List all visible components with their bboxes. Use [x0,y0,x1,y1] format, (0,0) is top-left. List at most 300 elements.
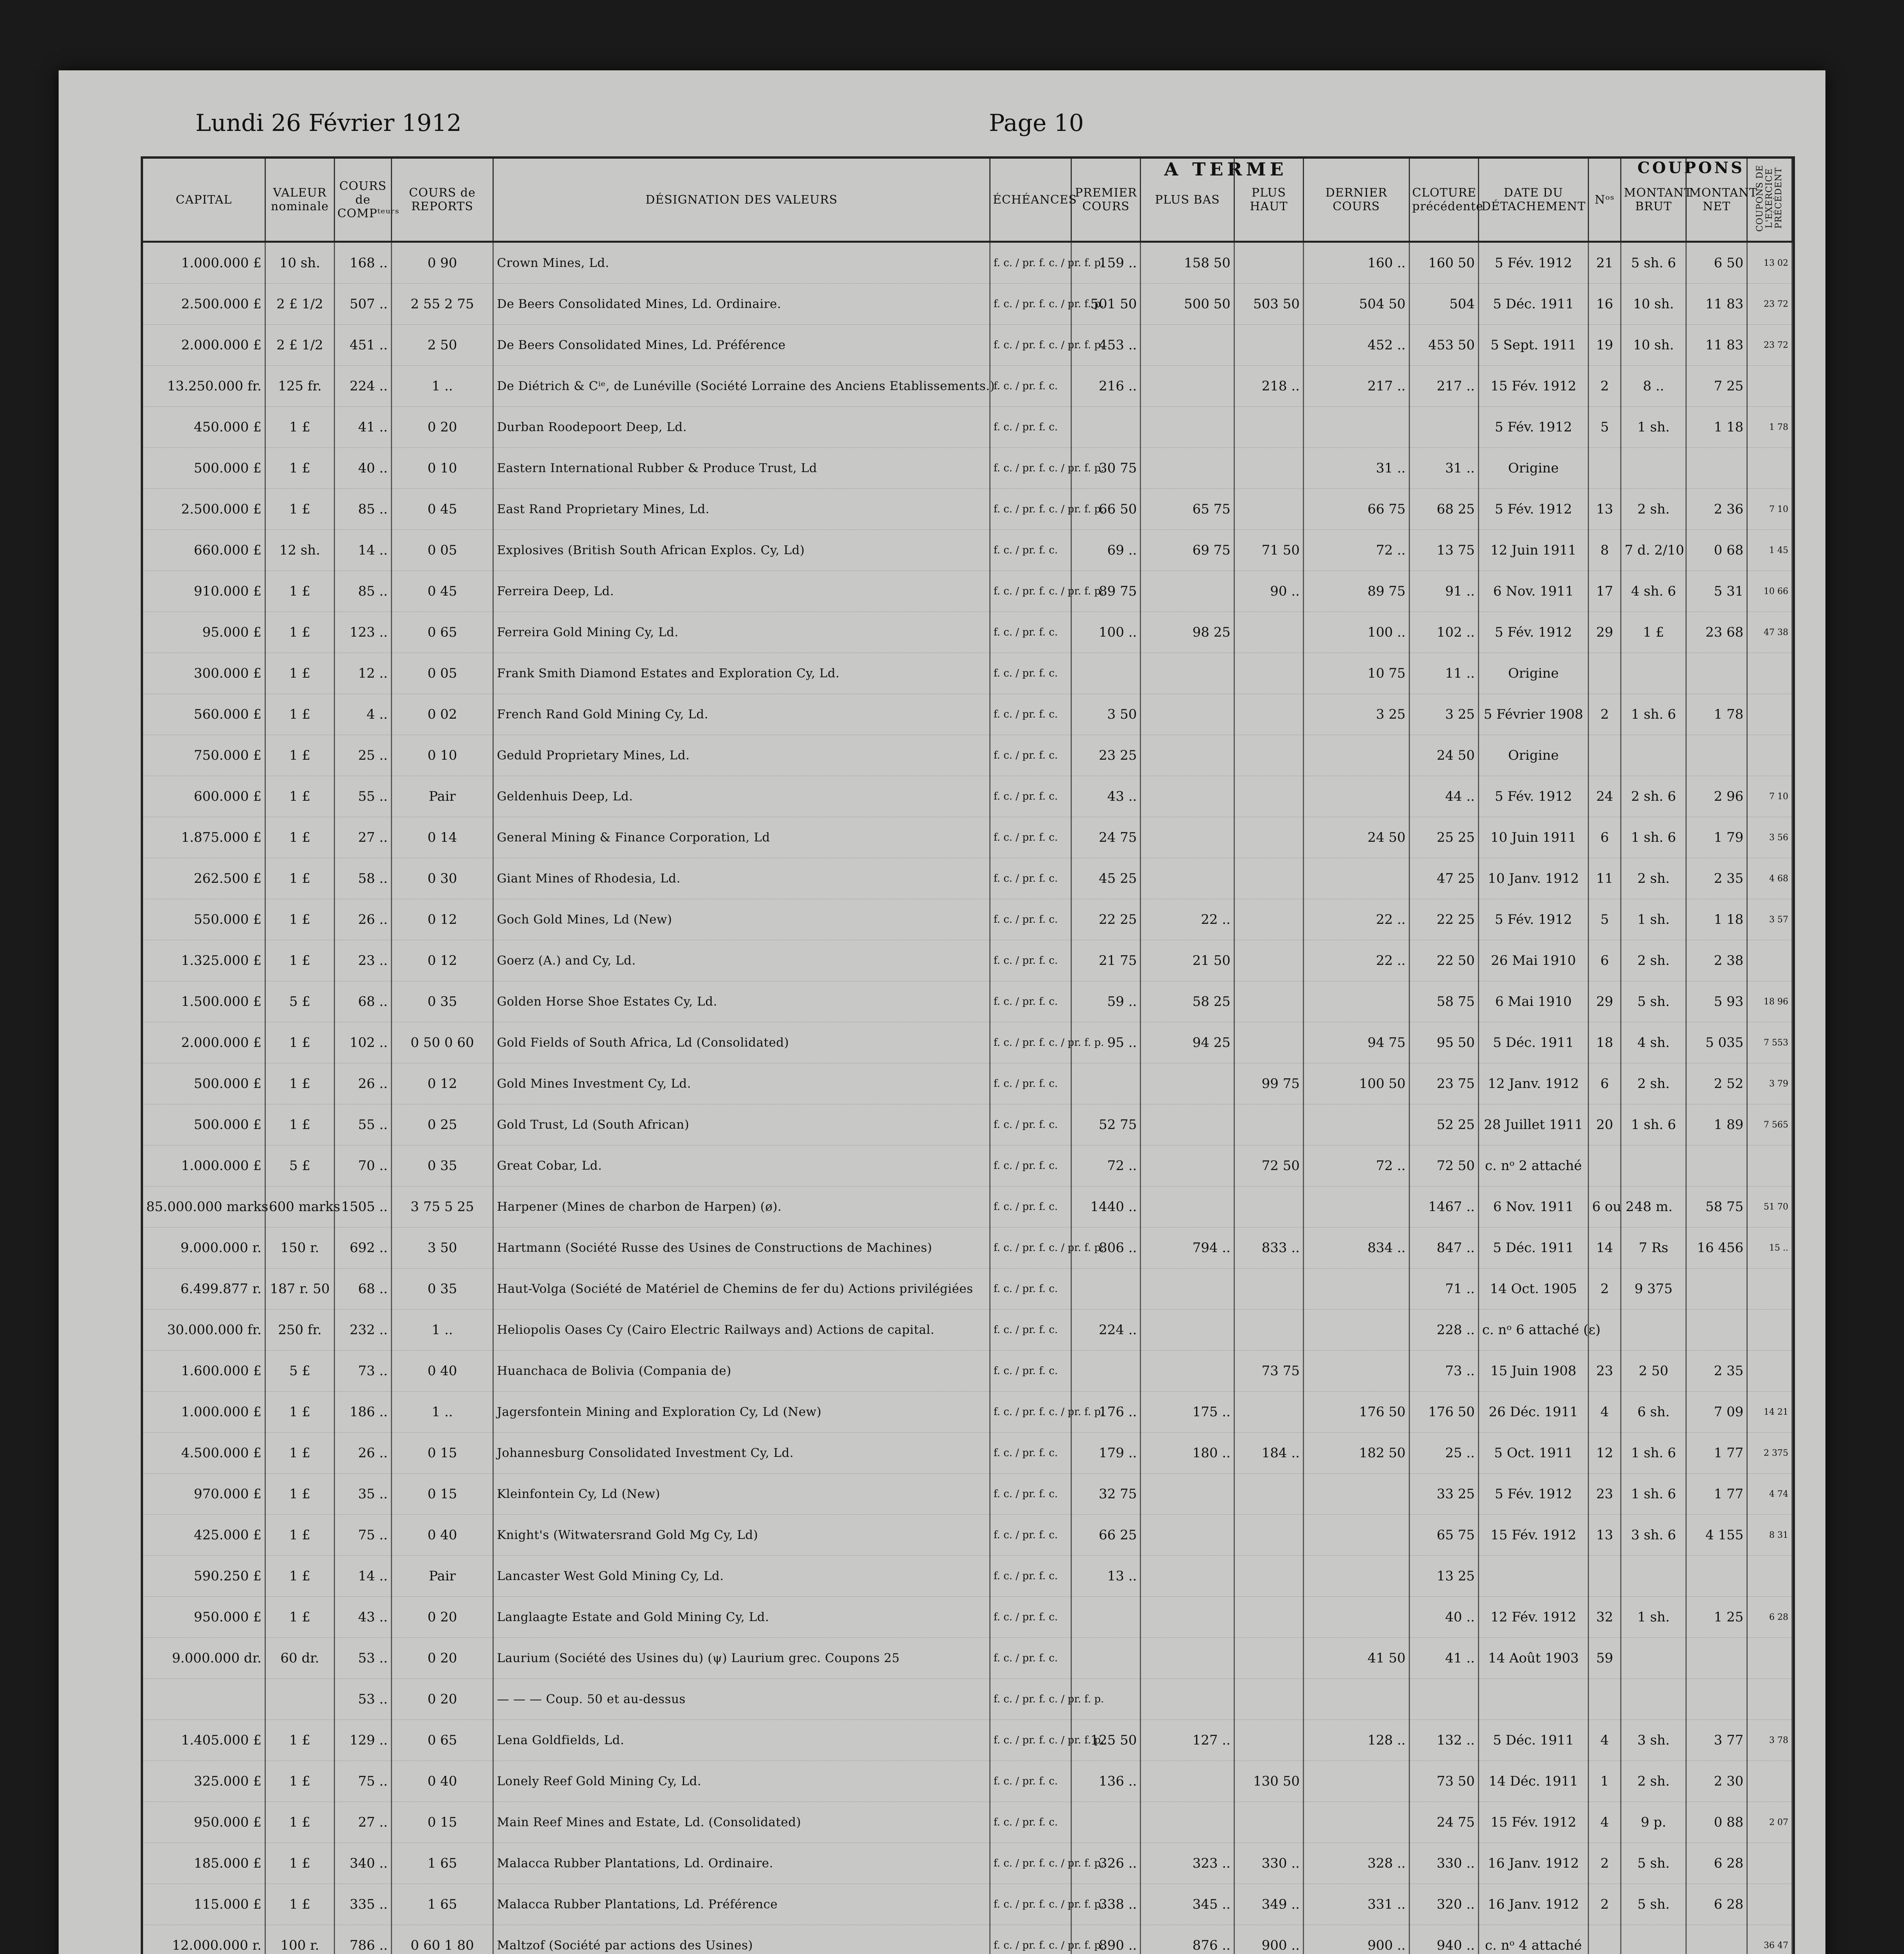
cell-plus-bas [1141,1638,1234,1679]
column-header-row [143,159,1792,242]
table-row [143,612,1792,653]
cell-plus-haut [1234,1638,1303,1679]
cell-dernier-cours: 66 75 [1303,489,1409,530]
cell-coupons-exercice: 3 57 [1747,899,1792,940]
cell-montant-brut: 1 £ [1621,612,1686,653]
cell-valeur: 1 £ [265,653,334,694]
cell-echeances: f. c. / pr. f. c. [990,1638,1071,1679]
cell-numero [1589,653,1621,694]
cell-plus-bas [1141,1186,1234,1228]
cell-premier-cours: 806 .. [1071,1228,1141,1269]
cell-cloture: 72 50 [1409,1145,1478,1186]
col-coupons-exercice [1747,159,1792,242]
quotation-table [143,159,1793,1954]
cell-montant-brut: 3 sh. [1621,1720,1686,1761]
cell-echeances: f. c. / pr. f. c. [990,1063,1071,1104]
col-cours-reports: COURS de REPORTS [391,159,493,242]
cell-plus-haut [1234,653,1303,694]
cell-plus-bas [1141,366,1234,407]
cell-cours-comp: 102 .. [335,1022,392,1063]
cell-designation: Geldenhuis Deep, Ld. [493,776,990,817]
cell-numero: 2 [1589,1843,1621,1884]
cell-echeances: f. c. / pr. f. c. [990,817,1071,858]
cell-montant-net: 2 38 [1686,940,1747,981]
cell-plus-haut [1234,940,1303,981]
table-row [143,1392,1792,1433]
cell-montant-net: 0 88 [1686,1802,1747,1843]
cell-dernier-cours: 100 50 [1303,1063,1409,1104]
cell-numero: 1 [1589,1761,1621,1802]
cell-echeances: f. c. / pr. f. c. [990,1761,1071,1802]
cell-plus-haut [1234,776,1303,817]
cell-montant-net: 1 89 [1686,1104,1747,1145]
cell-montant-net: 2 96 [1686,776,1747,817]
cell-cours-comp: 55 .. [335,776,392,817]
cell-montant-brut: 1 sh. [1621,407,1686,448]
cell-cloture: 47 25 [1409,858,1478,899]
cell-valeur: 1 £ [265,776,334,817]
cell-plus-haut [1234,1720,1303,1761]
cell-cloture: 1467 .. [1409,1186,1478,1228]
cell-capital: 95.000 £ [143,612,265,653]
table-row [143,1474,1792,1515]
table-row [143,1884,1792,1925]
cell-echeances: f. c. / pr. f. c. [990,1802,1071,1843]
cell-plus-haut: 90 .. [1234,571,1303,612]
cell-echeances: f. c. / pr. f. c. [990,776,1071,817]
cell-date-detachement: 26 Mai 1910 [1478,940,1588,981]
cell-montant-brut: 7 Rs [1621,1228,1686,1269]
cell-coupons-exercice [1747,694,1792,735]
cell-plus-bas [1141,1145,1234,1186]
cell-cours-reports: 0 05 [391,653,493,694]
cell-plus-bas [1141,1597,1234,1638]
cell-cours-comp: 12 .. [335,653,392,694]
cell-cloture: 847 .. [1409,1228,1478,1269]
cell-plus-bas: 345 .. [1141,1884,1234,1925]
cell-date-detachement: 5 Déc. 1911 [1478,1022,1588,1063]
cell-montant-brut [1621,735,1686,776]
cell-montant-brut: 2 sh. 6 [1621,776,1686,817]
cell-dernier-cours: 331 .. [1303,1884,1409,1925]
table-row [143,284,1792,325]
cell-designation: Ferreira Deep, Ld. [493,571,990,612]
cell-montant-brut: 1 sh. [1621,899,1686,940]
cell-montant-brut: 2 sh. [1621,1761,1686,1802]
cell-dernier-cours: 452 .. [1303,325,1409,366]
cell-dernier-cours [1303,776,1409,817]
cell-cours-comp: 26 .. [335,1433,392,1474]
cell-valeur: 1 £ [265,1884,334,1925]
cell-echeances: f. c. / pr. f. c. [990,1145,1071,1186]
cell-numero: 29 [1589,612,1621,653]
cell-premier-cours: 30 75 [1071,448,1141,489]
cell-plus-haut: 218 .. [1234,366,1303,407]
cell-numero: 6 [1589,1063,1621,1104]
cell-designation: — — — Coup. 50 et au-dessus [493,1679,990,1720]
cell-echeances: f. c. / pr. f. c. [990,981,1071,1022]
cell-premier-cours: 52 75 [1071,1104,1141,1145]
cell-coupons-exercice: 1 45 [1747,530,1792,571]
cell-premier-cours: 13 .. [1071,1556,1141,1597]
cell-date-detachement: 6 Mai 1910 [1478,981,1588,1022]
cell-capital: 115.000 £ [143,1884,265,1925]
cell-montant-net: 6 28 [1686,1843,1747,1884]
cell-echeances: f. c. / pr. f. c. / pr. f. p. [990,1884,1071,1925]
cell-cloture [1409,407,1478,448]
table-row [143,366,1792,407]
cell-cloture: 31 .. [1409,448,1478,489]
cell-cours-reports: Pair [391,776,493,817]
cell-montant-net [1686,1556,1747,1597]
cell-cours-comp: 1505 .. [335,1186,392,1228]
cell-numero: 16 [1589,284,1621,325]
cell-designation: Gold Trust, Ld (South African) [493,1104,990,1145]
col-dernier-cours: DERNIER COURS [1303,159,1409,242]
cell-montant-brut: 2 sh. [1621,489,1686,530]
cell-date-detachement: 5 Fév. 1912 [1478,242,1588,284]
cell-montant-net: 58 75 [1686,1186,1747,1228]
cell-montant-net: 1 77 [1686,1474,1747,1515]
table-row [143,735,1792,776]
cell-cours-comp: 186 .. [335,1392,392,1433]
table-row [143,1556,1792,1597]
cell-numero: 2 [1589,1269,1621,1310]
cell-cours-comp: 27 .. [335,1802,392,1843]
cell-capital: 325.000 £ [143,1761,265,1802]
cell-cloture: 23 75 [1409,1063,1478,1104]
cell-numero: 59 [1589,1638,1621,1679]
cell-capital: 950.000 £ [143,1597,265,1638]
cell-dernier-cours [1303,1761,1409,1802]
cell-plus-bas [1141,776,1234,817]
cell-coupons-exercice: 14 21 [1747,1392,1792,1433]
cell-dernier-cours: 900 .. [1303,1925,1409,1954]
cell-montant-net: 11 83 [1686,325,1747,366]
cell-plus-haut [1234,981,1303,1022]
cell-capital: 1.500.000 £ [143,981,265,1022]
cell-plus-bas: 794 .. [1141,1228,1234,1269]
cell-cours-comp: 68 .. [335,981,392,1022]
cell-valeur: 2 £ 1/2 [265,284,334,325]
cell-valeur: 5 £ [265,981,334,1022]
cell-plus-bas [1141,858,1234,899]
cell-plus-haut [1234,1597,1303,1638]
cell-capital: 9.000.000 r. [143,1228,265,1269]
cell-capital: 910.000 £ [143,571,265,612]
cell-plus-bas [1141,653,1234,694]
cell-cours-comp: 23 .. [335,940,392,981]
cell-dernier-cours [1303,1474,1409,1515]
cell-plus-bas: 65 75 [1141,489,1234,530]
cell-premier-cours: 224 .. [1071,1310,1141,1351]
table-row [143,1925,1792,1954]
page-header [195,109,1720,145]
cell-echeances: f. c. / pr. f. c. / pr. f. p. [990,1925,1071,1954]
cell-cours-reports: 0 05 [391,530,493,571]
cell-capital: 600.000 £ [143,776,265,817]
cell-capital: 12.000.000 r. [143,1925,265,1954]
cell-dernier-cours [1303,735,1409,776]
cell-premier-cours: 72 .. [1071,1145,1141,1186]
cell-designation: De Beers Consolidated Mines, Ld. Ordinaire. [493,284,990,325]
cell-cloture: 176 50 [1409,1392,1478,1433]
cell-numero: 24 [1589,776,1621,817]
cell-montant-brut: 8 .. [1621,366,1686,407]
cell-montant-brut: 2 sh. [1621,1063,1686,1104]
cell-montant-net: 6 50 [1686,242,1747,284]
col-plus-bas: PLUS BAS [1141,159,1234,242]
cell-designation: Goch Gold Mines, Ld (New) [493,899,990,940]
table-row [143,1433,1792,1474]
cell-numero: 2 [1589,694,1621,735]
cell-date-detachement [1478,1556,1588,1597]
cell-dernier-cours [1303,1679,1409,1720]
cell-montant-net [1686,1145,1747,1186]
cell-dernier-cours: 72 .. [1303,530,1409,571]
cell-premier-cours: 216 .. [1071,366,1141,407]
cell-dernier-cours: 128 .. [1303,1720,1409,1761]
cell-plus-haut [1234,1022,1303,1063]
cell-dernier-cours [1303,1104,1409,1145]
cell-valeur: 1 £ [265,858,334,899]
cell-date-detachement: 5 Février 1908 [1478,694,1588,735]
cell-date-detachement: 5 Fév. 1912 [1478,612,1588,653]
col-montant-brut: MONTANT BRUT [1621,159,1686,242]
cell-plus-haut: 184 .. [1234,1433,1303,1474]
cell-premier-cours: 3 50 [1071,694,1141,735]
cell-capital: 9.000.000 dr. [143,1638,265,1679]
cell-echeances: f. c. / pr. f. c. [990,694,1071,735]
cell-dernier-cours: 94 75 [1303,1022,1409,1063]
cell-designation: Goerz (A.) and Cy, Ld. [493,940,990,981]
cell-cours-comp: 692 .. [335,1228,392,1269]
cell-designation: Knight's (Witwatersrand Gold Mg Cy, Ld) [493,1515,990,1556]
cell-capital: 560.000 £ [143,694,265,735]
cell-cours-reports: 0 40 [391,1351,493,1392]
cell-cloture: 58 75 [1409,981,1478,1022]
cell-echeances: f. c. / pr. f. c. / pr. f. p. [990,1679,1071,1720]
cell-valeur: 250 fr. [265,1310,334,1351]
cell-premier-cours [1071,1802,1141,1843]
cell-designation: East Rand Proprietary Mines, Ld. [493,489,990,530]
cell-plus-haut [1234,899,1303,940]
cell-montant-net [1686,735,1747,776]
cell-cours-reports: 0 90 [391,242,493,284]
cell-capital: 500.000 £ [143,448,265,489]
cell-cours-reports: 0 45 [391,571,493,612]
cell-cloture: 52 25 [1409,1104,1478,1145]
cell-premier-cours [1071,407,1141,448]
cell-plus-haut [1234,1269,1303,1310]
cell-plus-bas [1141,1679,1234,1720]
col-cours-comp: COURS de COMPᵗᵉᵘʳˢ [335,159,392,242]
cell-coupons-exercice: 10 66 [1747,571,1792,612]
cell-dernier-cours: 22 .. [1303,940,1409,981]
cell-cours-reports: 0 40 [391,1761,493,1802]
cell-plus-haut: 71 50 [1234,530,1303,571]
col-numero: Nᵒˢ [1589,159,1621,242]
cell-valeur: 1 £ [265,817,334,858]
cell-cours-comp: 4 .. [335,694,392,735]
cell-cours-reports: 0 20 [391,1638,493,1679]
cell-montant-brut: 5 sh. [1621,981,1686,1022]
cell-montant-net: 1 79 [1686,817,1747,858]
cell-plus-bas: 500 50 [1141,284,1234,325]
cell-capital: 500.000 £ [143,1063,265,1104]
cell-premier-cours [1071,653,1141,694]
cell-capital: 590.250 £ [143,1556,265,1597]
cell-capital: 425.000 £ [143,1515,265,1556]
cell-designation: Malacca Rubber Plantations, Ld. Préférence [493,1884,990,1925]
cell-date-detachement: 5 Fév. 1912 [1478,407,1588,448]
cell-cours-comp: 68 .. [335,1269,392,1310]
cell-montant-brut: 10 sh. [1621,284,1686,325]
cell-cloture: 73 .. [1409,1351,1478,1392]
cell-cours-reports: 1 65 [391,1843,493,1884]
cell-plus-bas: 22 .. [1141,899,1234,940]
cell-premier-cours [1071,1063,1141,1104]
table-row [143,1269,1792,1310]
cell-cours-reports: 0 10 [391,448,493,489]
cell-plus-bas: 158 50 [1141,242,1234,284]
cell-plus-bas [1141,325,1234,366]
cell-coupons-exercice [1747,448,1792,489]
cell-date-detachement: 5 Déc. 1911 [1478,1228,1588,1269]
cell-cours-reports: 0 65 [391,1720,493,1761]
cell-date-detachement: 15 Fév. 1912 [1478,366,1588,407]
cell-capital: 1.000.000 £ [143,1145,265,1186]
cell-plus-haut [1234,817,1303,858]
cell-montant-brut [1621,1145,1686,1186]
cell-dernier-cours: 176 50 [1303,1392,1409,1433]
cell-cloture: 33 25 [1409,1474,1478,1515]
cell-date-detachement: 28 Juillet 1911 [1478,1104,1588,1145]
cell-montant-brut [1621,1310,1686,1351]
cell-montant-net: 1 18 [1686,899,1747,940]
cell-dernier-cours [1303,1310,1409,1351]
cell-montant-net: 1 78 [1686,694,1747,735]
cell-capital: 750.000 £ [143,735,265,776]
cell-numero: 6 [1589,817,1621,858]
cell-numero: 4 [1589,1392,1621,1433]
cell-montant-net: 2 35 [1686,858,1747,899]
cell-coupons-exercice [1747,653,1792,694]
cell-designation: Laurium (Société des Usines du) (ψ) Laurium grec. Coupons 25 [493,1638,990,1679]
table-row [143,694,1792,735]
cell-dernier-cours: 24 50 [1303,817,1409,858]
cell-numero: 17 [1589,571,1621,612]
cell-echeances: f. c. / pr. f. c. [990,1433,1071,1474]
cell-montant-net: 1 77 [1686,1433,1747,1474]
cell-cours-reports: 0 35 [391,1145,493,1186]
col-valeur: VALEUR nominale [265,159,334,242]
cell-numero: 23 [1589,1474,1621,1515]
cell-montant-net: 5 93 [1686,981,1747,1022]
cell-montant-net [1686,1310,1747,1351]
cell-coupons-exercice: 8 31 [1747,1515,1792,1556]
cell-date-detachement: 6 Nov. 1911 [1478,1186,1588,1228]
cell-date-detachement: 5 Déc. 1911 [1478,1720,1588,1761]
cell-valeur: 1 £ [265,1720,334,1761]
cell-montant-net [1686,653,1747,694]
cell-numero: 12 [1589,1433,1621,1474]
cell-premier-cours: 890 .. [1071,1925,1141,1954]
cell-echeances: f. c. / pr. f. c. [990,1351,1071,1392]
cell-montant-net [1686,1925,1747,1954]
cell-montant-net: 7 09 [1686,1392,1747,1433]
cell-cours-reports: 0 40 [391,1515,493,1556]
cell-cours-reports: 0 15 [391,1433,493,1474]
cell-cours-comp: 786 .. [335,1925,392,1954]
cell-cours-reports: 0 30 [391,858,493,899]
cell-premier-cours: 23 25 [1071,735,1141,776]
cell-coupons-exercice: 13 02 [1747,242,1792,284]
cell-designation: Crown Mines, Ld. [493,242,990,284]
cell-valeur: 1 £ [265,1556,334,1597]
cell-cours-comp: 55 .. [335,1104,392,1145]
cell-echeances: f. c. / pr. f. c. [990,940,1071,981]
cell-coupons-exercice [1747,1351,1792,1392]
cell-capital: 185.000 £ [143,1843,265,1884]
cell-plus-bas [1141,1515,1234,1556]
table-row [143,1022,1792,1063]
cell-plus-bas: 21 50 [1141,940,1234,981]
cell-valeur: 2 £ 1/2 [265,325,334,366]
cell-premier-cours: 501 50 [1071,284,1141,325]
cell-valeur: 12 sh. [265,530,334,571]
cell-plus-haut: 72 50 [1234,1145,1303,1186]
cell-cours-reports: 2 55 2 75 [391,284,493,325]
table-body [143,242,1792,1954]
cell-date-detachement: 5 Fév. 1912 [1478,489,1588,530]
cell-cloture: 320 .. [1409,1884,1478,1925]
cell-montant-brut: 5 sh. 6 [1621,242,1686,284]
cell-cours-reports: 0 10 [391,735,493,776]
cell-date-detachement: 15 Juin 1908 [1478,1351,1588,1392]
cell-designation: De Beers Consolidated Mines, Ld. Préférence [493,325,990,366]
cell-premier-cours: 22 25 [1071,899,1141,940]
cell-echeances: f. c. / pr. f. c. [990,1310,1071,1351]
table-row [143,1843,1792,1884]
cell-coupons-exercice: 36 47 [1747,1925,1792,1954]
cell-plus-bas: 876 .. [1141,1925,1234,1954]
cell-coupons-exercice: 4 74 [1747,1474,1792,1515]
table-row [143,1638,1792,1679]
col-plus-haut: PLUS HAUT [1234,159,1303,242]
table-row [143,1597,1792,1638]
cell-designation: Lena Goldfields, Ld. [493,1720,990,1761]
cell-cloture: 91 .. [1409,571,1478,612]
cell-montant-brut: 10 sh. [1621,325,1686,366]
cell-plus-haut: 833 .. [1234,1228,1303,1269]
cell-coupons-exercice: 3 79 [1747,1063,1792,1104]
cell-coupons-exercice: 7 565 [1747,1104,1792,1145]
cell-cours-comp: 35 .. [335,1474,392,1515]
cell-numero: 5 [1589,899,1621,940]
cell-numero: 29 [1589,981,1621,1022]
cell-capital: 2.500.000 £ [143,489,265,530]
cell-capital: 950.000 £ [143,1802,265,1843]
cell-capital: 2.000.000 £ [143,325,265,366]
cell-cours-reports: 1 .. [391,1310,493,1351]
cell-capital: 1.405.000 £ [143,1720,265,1761]
cell-cours-comp: 26 .. [335,899,392,940]
cell-designation: Gold Mines Investment Cy, Ld. [493,1063,990,1104]
cell-cloture: 132 .. [1409,1720,1478,1761]
cell-valeur: 150 r. [265,1228,334,1269]
cell-designation: Kleinfontein Cy, Ld (New) [493,1474,990,1515]
